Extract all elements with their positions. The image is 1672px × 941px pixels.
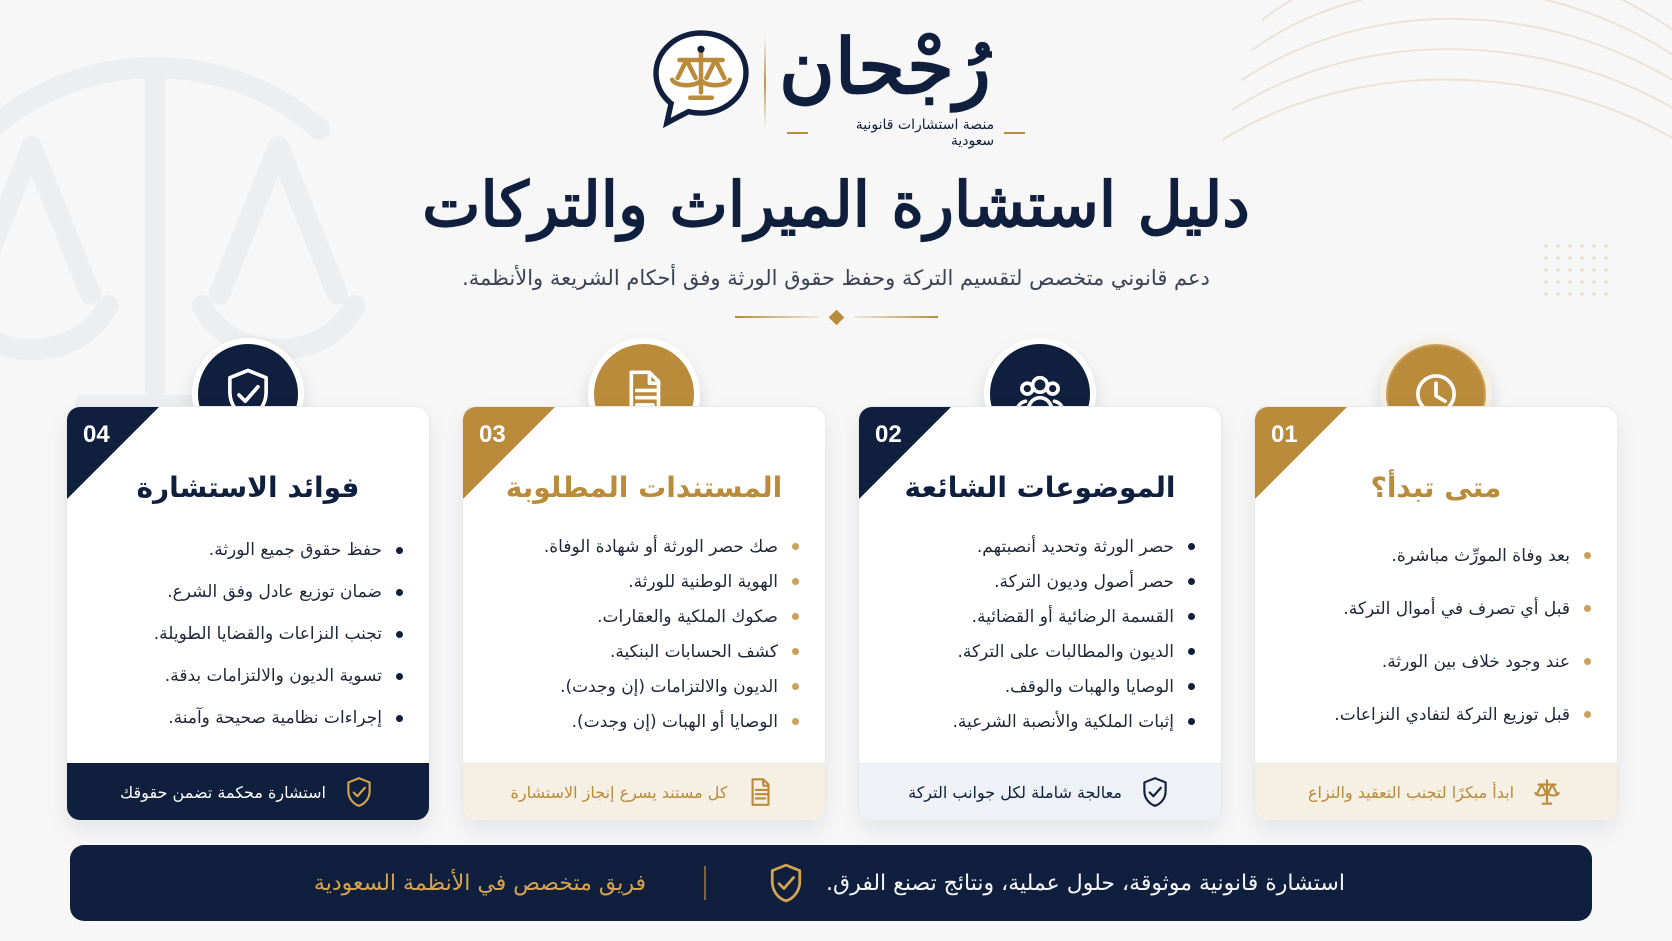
shield-check-icon [1138,775,1172,809]
list-item-text: الوصايا والهبات والوقف. [1004,676,1174,697]
bottom-bar [70,845,1592,921]
list-item [499,529,799,564]
scale-icon [1530,775,1564,809]
bullet-dot [792,578,799,585]
bullet-dot [1584,711,1591,718]
card-03-footer [463,763,825,820]
shield-check-icon [764,861,808,905]
brand-logo [647,18,1027,149]
document-icon [743,775,777,809]
card-01-footer [1255,763,1617,820]
card-01-footer-text: ابدأ مبكرًا لتجنب التعقيد والنزاع [1307,782,1515,802]
tagline-text: منصة استشارات قانونية سعودية [855,117,995,149]
card-04-footer [67,763,429,820]
bottom-bar-separator [704,866,706,900]
list-item [103,697,403,739]
logo-divider [764,36,766,128]
bullet-dot [396,631,403,638]
bottom-bar-left-text: استشارة قانونية موثوقة، حلول عملية، ونتائج تصنع الفرق. [826,870,1345,896]
card-04-list [103,529,403,739]
bottom-bar-right-text: فريق متخصص في الأنظمة السعودية [313,870,646,896]
card-01-title: متى تبدأ؟ [1370,471,1502,504]
bottom-bar-left [764,861,1536,905]
list-item-text: الديون والالتزامات (إن وجدت). [560,676,778,697]
bullet-dot [396,589,403,596]
ornament-line-right [735,316,819,318]
list-item-text: عند وجود خلاف بين الورثة. [1381,651,1570,672]
card-02-number: 02 [875,421,902,448]
list-item-text: تسوية الديون والالتزامات بدقة. [164,666,382,686]
list-item [499,564,799,599]
list-item [103,529,403,571]
ornament-diamond [828,309,844,325]
brand-name: رُجْحان [779,22,991,111]
bullet-dot [1188,613,1195,620]
list-item-text: تجنب النزاعات والقضايا الطويلة. [153,624,382,644]
list-item-text: القسمة الرضائية أو القضائية. [971,606,1174,627]
list-item-text: صكوك الملكية والعقارات. [597,606,778,627]
list-item [499,669,799,704]
card-03 [462,406,826,821]
bullet-dot [1584,658,1591,665]
list-item-text: كشف الحسابات البنكية. [610,641,778,662]
page-subtitle: دعم قانوني متخصص لتقسيم التركة وحفظ حقوق الورثة وفق أحكام الشريعة والأنظمة. [462,266,1210,290]
list-item [895,529,1195,564]
tagline-line-right [787,132,808,134]
bullet-dot [1188,578,1195,585]
list-item [1291,688,1591,741]
list-item [1291,529,1591,582]
bullet-dot [1188,648,1195,655]
card-03-footer-text: كل مستند يسرع إنجاز الاستشارة [510,782,728,802]
page-title: دليل استشارة الميراث والتركات [422,168,1250,241]
bullet-dot [792,613,799,620]
card-01 [1254,406,1618,821]
card-02-footer [859,763,1221,820]
ornament-line-left [854,316,938,318]
list-item-text: قبل أي تصرف في أموال التركة. [1343,598,1570,619]
list-item [895,564,1195,599]
bullet-dot [792,543,799,550]
card-02-title: الموضوعات الشائعة [904,471,1176,504]
list-item [499,704,799,739]
card-02-footer-text: معالجة شاملة لكل جوانب التركة [908,782,1122,802]
list-item-text: قبل توزيع التركة لتفادي النزاعات. [1334,704,1570,725]
list-item [895,704,1195,739]
card-01-number: 01 [1271,421,1298,448]
list-item-text: بعد وفاة المورِّث مباشرة. [1391,545,1570,566]
card-04-title: فوائد الاستشارة [136,471,360,504]
bullet-dot [396,673,403,680]
card-02-list [895,529,1195,739]
list-item-text: الديون والمطالبات على التركة. [957,641,1174,662]
list-item [1291,582,1591,635]
brand-tagline [787,117,1025,149]
list-item-text: ضمان توزيع عادل وفق الشرع. [167,582,382,602]
list-item [499,634,799,669]
bullet-dot [1188,718,1195,725]
card-02 [858,406,1222,821]
list-item [103,571,403,613]
bullet-dot [792,718,799,725]
list-item-text: حصر أصول وديون التركة. [994,571,1174,592]
card-03-title: المستندات المطلوبة [505,471,783,504]
shield-check-icon [342,775,376,809]
list-item [499,599,799,634]
list-item [895,599,1195,634]
bullet-dot [792,683,799,690]
card-04-footer-text: استشارة محكمة تضمن حقوقك [120,782,326,802]
list-item [1291,635,1591,688]
list-item [103,613,403,655]
list-item-text: الوصايا أو الهبات (إن وجدت). [571,711,778,732]
subtitle-ornament [724,308,948,326]
list-item-text: حفظ حقوق جميع الورثة. [208,540,382,560]
list-item-text: إثبات الملكية والأنصبة الشرعية. [952,711,1174,732]
card-01-list [1291,529,1591,741]
list-item [895,669,1195,704]
cards-section [66,338,1606,830]
card-03-number: 03 [479,421,506,448]
list-item-text: الهوية الوطنية للورثة. [628,571,778,592]
card-04-number: 04 [83,421,110,448]
bullet-dot [1584,605,1591,612]
bullet-dot [1188,543,1195,550]
bullet-dot [1584,552,1591,559]
list-item-text: صك حصر الورثة أو شهادة الوفاة. [543,536,778,557]
bullet-dot [1188,683,1195,690]
bullet-dot [396,715,403,722]
tagline-line-left [1004,132,1025,134]
bullet-dot [396,547,403,554]
header [0,0,1672,150]
card-04 [66,406,430,821]
bullet-dot [792,648,799,655]
scale-chat-logo-icon [647,24,755,132]
list-item-text: حصر الورثة وتحديد أنصبتهم. [976,536,1174,557]
list-item [103,655,403,697]
list-item-text: إجراءات نظامية صحيحة وآمنة. [168,708,382,728]
card-03-list [499,529,799,739]
list-item [895,634,1195,669]
